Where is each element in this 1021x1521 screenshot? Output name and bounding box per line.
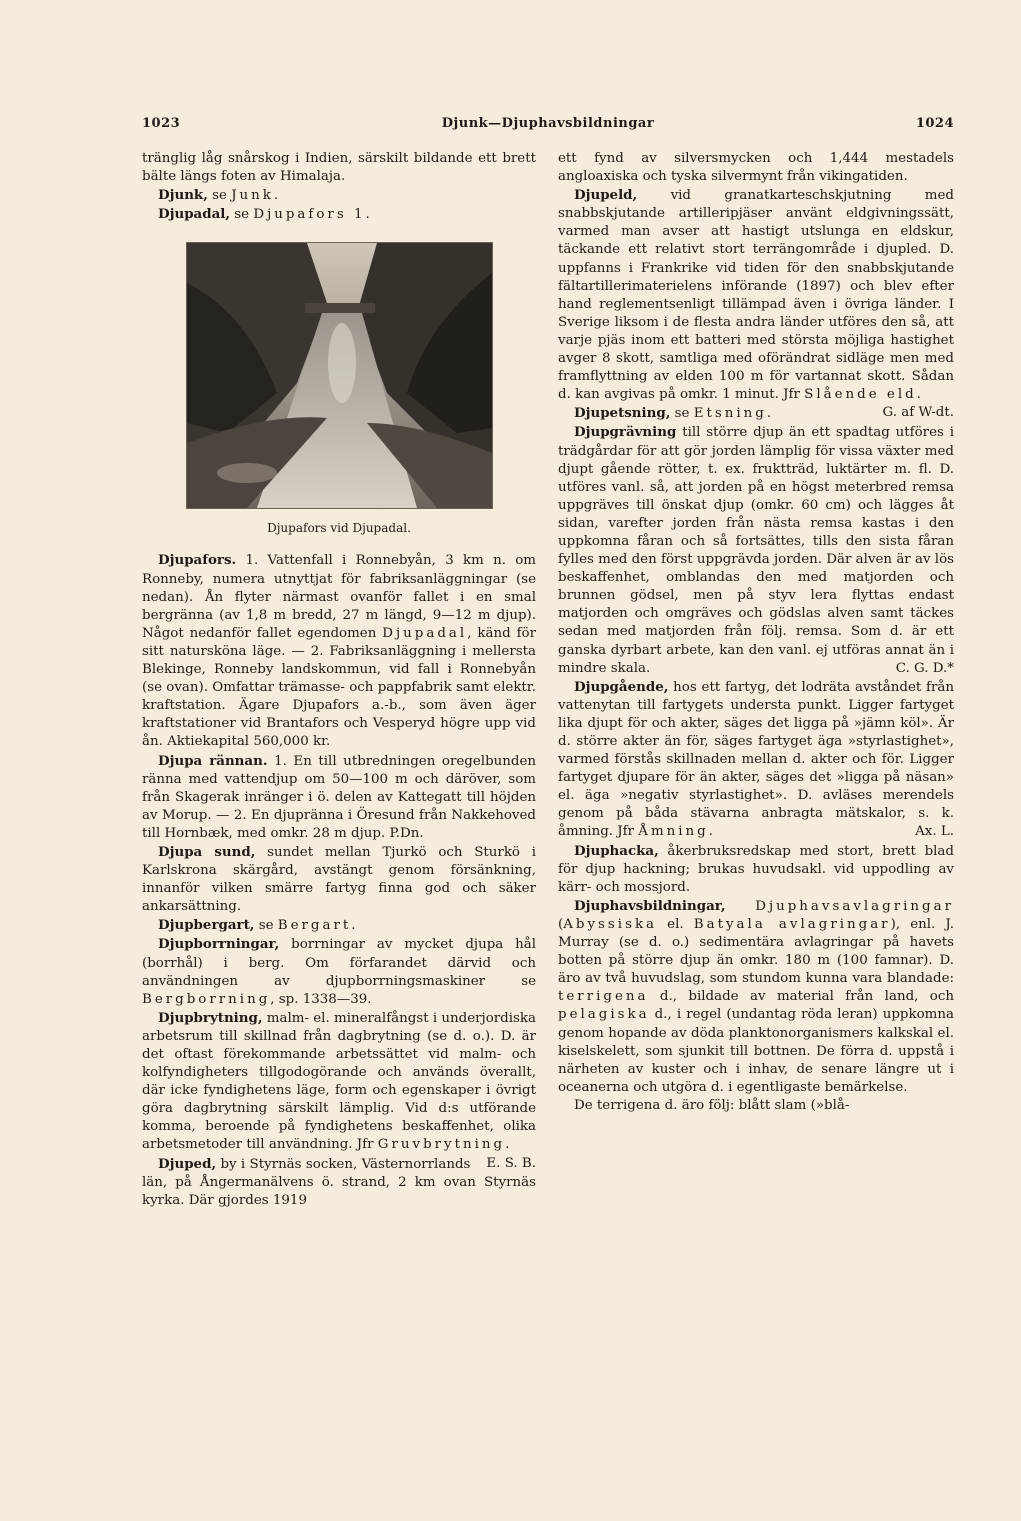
waterfall-photo bbox=[186, 242, 493, 509]
spaced-term: Djuphavsavlagringar bbox=[755, 898, 954, 914]
spaced-term: Abyssiska bbox=[563, 916, 658, 932]
cross-reference-link[interactable]: Bergborrning bbox=[142, 991, 271, 1007]
headword: Djunk, bbox=[158, 187, 208, 204]
page-number-left: 1023 bbox=[142, 116, 181, 131]
page-number-right: 1024 bbox=[915, 116, 954, 131]
headword: Djuped, bbox=[158, 1155, 217, 1172]
entry-djupgravning: Djupgrävning till större djup än ett spadtag utföres i trädgårdar för att gör jorden lämplig för vissa växter med djupt gående rötter, t. ex. fruktträd, luktärter m. fl. D. utföres vanl. så, att jorden på en högst meterbred remsa uppgräves till önskat djup (omkr. 60 cm) och lägges åt sidan, varefter jorden från nästa remsa kastas i den uppkomna fåran och så fortsättes, tills den sista fåran fylles med den först uppgrävda jorden. Där alven är av lös beskaffenhet, omblandas den med matjorden och brunnen gödsel, men på styv lera flyttas endast matjorden och omgräves och gödslas alven samt täckes sedan med matjorden från följ. remsa. Som d. är ett ganska dyrbart arbete, kan den vanl. ej utföras annat än i mindre skala. C. G. D.* bbox=[558, 423, 954, 677]
cross-reference-link[interactable]: Etsning. bbox=[693, 406, 775, 422]
cross-reference-link[interactable]: Bergart. bbox=[277, 918, 359, 934]
headword: Djupbrytning, bbox=[158, 1009, 263, 1026]
entry-djupbrytning: Djupbrytning, malm- el. mineralfångst i underjordiska arbetsrum till skillnad från dagbrytning (se d. o.). D. är det oftast förekommande arbetssättet vid malm- och kolfyndigheters tillgodogörande och används överallt, där icke fyndighetens läge, form och egenskaper i övrigt göra dagbrytning särskilt lämplig. Vid d:s utförande komma, beroende på fyndighetens beskaffenhet, olika arbetsmetoder till användning. Jfr Gruvbrytning. E. S. B. bbox=[142, 1009, 536, 1155]
page-header bbox=[142, 116, 954, 138]
headword: Djuphacka, bbox=[574, 842, 659, 859]
entry-djupeld: Djupeld, vid granatkarteschskjutning med snabbskjutande artilleripjäser använt eldgivningssätt, varmed man avser att hastigt utslunga en eldskur, täckande ett relativt stort terrängområde i djupled. D. uppfanns i Frankrike vid tiden för den snabbskjutande fältartillerimaterielens införande (1897) och blev efter hand reglementsenligt tillämpad även i övriga länder. I Sverige liksom i de flesta andra länder utföres den så, att varje pjäs inom ett batteri med största möjliga hastighet avger 8 skott, samtliga med oförändrat sidläge men med framflyttning av elden 100 m för vartannat skott. Sådan d. kan avgivas på omkr. 1 minut. Jfr Slående eld. G. af W-dt. bbox=[558, 186, 954, 404]
running-title: Djunk—Djuphavsbildningar bbox=[441, 116, 655, 131]
entry-djupetsning: Djupetsning, se Etsning. bbox=[574, 405, 775, 422]
spaced-term: Batyala avlagringar bbox=[693, 916, 891, 932]
entry-djupafors: Djupafors. 1. Vattenfall i Ronnebyån, 3 km n. om Ronneby, numera utnyttjat för fabriksanläggningar (se nedan). Ån flyter närmast ovanför fallet i en smal bergränna (av 1,8 m bredd, 27 m längd, 9—12 m djup). Något nedanför fallet egendomen Djupadal, känd för sitt natursköna läge. — 2. Fabriksanläggning i mellersta Blekinge, Ronneby landskommun, vid fall i Ronnebyån (se ovan). Omfattar trämasse- och pappfabrik samt elektr. kraftstation. Ägare Djupafors a.-b., som även äger kraftstationer vid Brantafors och Vesperyd högre upp vid ån. Aktiekapital 560,000 kr. bbox=[142, 552, 536, 750]
cross-reference-link[interactable]: Åmning. bbox=[638, 824, 717, 840]
cross-reference-link[interactable]: Slående eld. bbox=[804, 387, 924, 403]
photo-caption: Djupafors vid Djupadal. bbox=[267, 521, 411, 536]
author-signature: G. af W-dt. bbox=[882, 405, 954, 421]
entry-djupadal: Djupadal, se Djupafors 1. bbox=[158, 206, 373, 223]
cross-reference-link[interactable]: Gruvbrytning. bbox=[377, 1137, 513, 1153]
spaced-name: Djupadal bbox=[382, 625, 468, 641]
headword: Djupafors. bbox=[158, 552, 237, 569]
entry-djunk: Djunk, se Junk. bbox=[158, 187, 282, 204]
entry-djuphavsbildningar: Djuphavsbildningar, Djuphavsavlagringar (Abyssiska el. Batyala avlagringar), enl. J. Murray (se d. o.) sedimentära avlagringar på havets botten på större djup än omkr. 180 m (100 famnar). D. äro av två huvudslag, som stundom kunna vara blandade: terrigena d., bildade av material från land, och pelagiska d., i regel (undantag röda leran) uppkomna genom hopande av döda planktonorganismers kalkskal el. kiselskelett, som sjunkit till bottnen. De förra d. uppstå i närheten av kuster och i inhav, de senare längre ut i oceanerna och utgöra d. i egentligaste bemärkelse. bbox=[558, 897, 955, 1095]
entry-djupborrningar: Djupborrningar, borrningar av mycket djupa hål (borrhål) i berg. Om förfarandet därvid och användningen av djupborrningsmaskiner se Bergborrning, sp. 1338—39. bbox=[142, 936, 536, 1007]
entry-djupa-rannan: Djupa rännan. 1. En till utbredningen oregelbunden ränna med vattendjup om 50—100 m och däröver, som från Skagerak inränger i ö. delen av Kattegatt till höjden av Morup. — 2. En djupränna i Öresund från Nakkehoved till Hornbæk, med omkr. 28 m djup. P.Dn. bbox=[142, 752, 537, 841]
spaced-term: terrigena bbox=[558, 989, 649, 1005]
headword: Djupa sund, bbox=[158, 843, 256, 860]
paragraph-continued: ett fynd av silversmycken och 1,444 mestadels angloaxiska och tyska silvermynt från vikingatiden. bbox=[558, 151, 954, 185]
author-signature: Ax. L. bbox=[915, 824, 954, 840]
cross-reference-link[interactable]: Djupafors 1. bbox=[253, 207, 373, 223]
paragraph-intro: tränglig låg snårskog i Indien, särskilt bildande ett brett bälte längs foten av Himalaja. bbox=[142, 151, 536, 185]
entry-djupbergart: Djupbergart, se Bergart. bbox=[158, 917, 359, 934]
entry-djupa-sund: Djupa sund, sundet mellan Tjurkö och Sturkö i Karlskrona skärgård, avstängt genom försänkning, innanför vilken smärre fartyg finna god och säker ankarsättning. bbox=[142, 843, 536, 915]
headword: Djupgrävning bbox=[574, 424, 677, 441]
author-signature: C. G. D.* bbox=[895, 660, 954, 676]
headword: Djupgående, bbox=[574, 678, 669, 695]
headword: Djuphavsbildningar, bbox=[574, 897, 726, 914]
author-signature: E. S. B. bbox=[486, 1155, 536, 1171]
entry-djuphacka: Djuphacka, åkerbruksredskap med stort, brett blad för djup hackning; brukas huvudsakl. vid uppodling av kärr- och mossjord. bbox=[558, 842, 954, 895]
headword: Djupbergart, bbox=[158, 917, 255, 934]
paragraph-terrigena: De terrigena d. äro följ: blått slam (»blå- bbox=[574, 1097, 850, 1113]
headword: Djupadal, bbox=[158, 206, 231, 223]
headword: Djupeld, bbox=[574, 187, 638, 204]
cross-reference-link[interactable]: Junk. bbox=[231, 188, 282, 204]
headword: Djupborrningar, bbox=[158, 936, 280, 953]
left-column bbox=[142, 150, 536, 1210]
right-column bbox=[558, 150, 954, 1115]
entry-djupgaende: Djupgående, hos ett fartyg, det lodräta avståndet från vattenytan till fartygets understa punkt. Ligger fartyget lika djupt för och akter, säges det ligga på »jämn köl». Är d. större akter än för, säges fartyget äga »styrlastighet», varmed förstås skillnaden mellan d. akter och för. Ligger fartyget djupare för än akter, säges det »ligga på näsan» el. äga »negativ styrlastighet». D. avläses merendels genom på båda stävarna anbragta mätskalor, s. k. åmning. Jfr Åmning. Ax. L. bbox=[558, 678, 954, 842]
headword: Djupa rännan. bbox=[158, 752, 268, 769]
entry-djuped: Djuped, by i Styrnäs socken, Västernorrlands län, på Ångermanälvens ö. strand, 2 km ovan Styrnäs kyrka. Där gjordes 1919 bbox=[142, 1155, 536, 1208]
headword: Djupetsning, bbox=[574, 405, 671, 422]
spaced-term: pelagiska bbox=[558, 1007, 650, 1023]
